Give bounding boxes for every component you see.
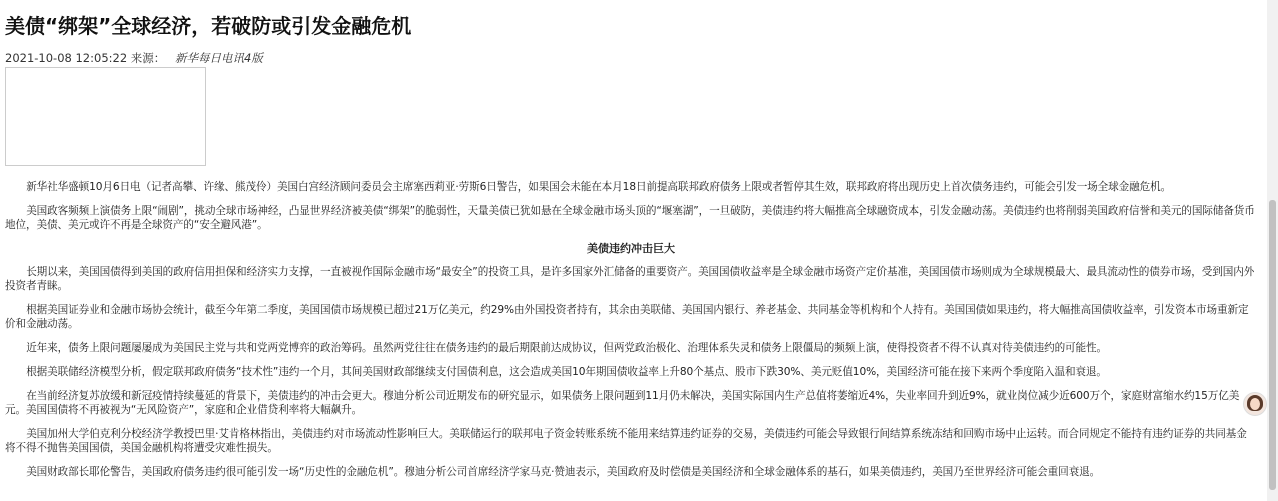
paragraph: 美国加州大学伯克利分校经济学教授巴里·艾肯格林指出，美债违约对市场流动性影响巨大。美联储运行的联邦电子资金转账系统不能用来结算违约证券的交易，美债违约可能会导致银行间结算系统冻结和回购市场中止运转。而合同规定不能持有违约证券的共同基金将不得不抛售美国国债，美国金融机构将遭受灾难性损失。 bbox=[5, 428, 1247, 454]
paragraph: 美国政客频频上演债务上限“闹剧”，挑动全球市场神经，凸显世界经济被美债“绑架”的脆弱性，天量美债已犹如悬在全球金融市场头顶的“堰塞湖”，一旦破防，美债违约将大幅推高全球融资成本，引发金融动荡。美债违约也将削弱美国政府信誉和美元的国际储备货币地位，美债、美元或许不再是全球资产的“安全避风港”。 bbox=[5, 205, 1255, 231]
article-image-placeholder bbox=[5, 67, 206, 166]
source-label: 来源： bbox=[130, 51, 166, 65]
paragraph: 新华社华盛顿10月6日电（记者高攀、许缘、熊茂伶）美国白宫经济顾问委员会主席塞西莉亚·劳斯6日警告，如果国会未能在本月18日前提高联邦政府债务上限或者暂停其生效，联邦政府将出现历史上首次债务违约，可能会引发一场全球金融危机。 bbox=[26, 181, 1172, 193]
article-body bbox=[5, 180, 1257, 489]
paragraph: 在当前经济复苏放缓和新冠疫情持续蔓延的背景下，美债违约的冲击会更大。穆迪分析公司近期发布的研究显示，如果债务上限问题到11月仍未解决，美国实际国内生产总值将萎缩近4%，失业率回升到近9%，就业岗位减少近600万个，家庭财富缩水约15万亿美元。美国国债将不再被视为“无风险资产”，家庭和企业借贷利率将大幅飙升。 bbox=[5, 390, 1240, 416]
paragraph: 近年来，债务上限问题屡屡成为美国民主党与共和党两党博弈的政治筹码。虽然两党往往在债务违约的最后期限前达成协议，但两党政治极化、治理体系失灵和债务上限僵局的频频上演，使得投资者不得不认真对待美债违约的可能性。 bbox=[26, 342, 1108, 354]
paragraph: 根据美联储经济模型分析，假定联邦政府债务“技术性”违约一个月，其间美国财政部继续支付国债利息，这会造成美国10年期国债收益率上升80个基点、股市下跌30%、美元贬值10%，美国经济可能在接下来两个季度陷入温和衰退。 bbox=[26, 366, 1107, 378]
section-heading: 美债违约冲击巨大 bbox=[587, 242, 675, 255]
article-meta bbox=[5, 50, 263, 66]
publish-datetime: 2021-10-08 12:05:22 bbox=[5, 51, 128, 65]
article-title: 美债“绑架”全球经济，若破防或引发金融危机 bbox=[5, 14, 412, 38]
paragraph: 美国财政部长耶伦警告，美国政府债务违约很可能引发一场“历史性的金融危机”。穆迪分析公司首席经济学家马克·赞迪表示，美国政府及时偿债是美国经济和全球金融体系的基石，如果美债违约，美国乃至世界经济可能会重回衰退。 bbox=[26, 466, 1101, 478]
assistant-avatar-icon[interactable] bbox=[1243, 392, 1267, 416]
paragraph: 根据美国证券业和金融市场协会统计，截至今年第二季度，美国国债市场规模已超过21万亿美元，约29%由外国投资者持有，其余由美联储、美国国内银行、养老基金、共同基金等机构和个人持有。美国国债如果违约，将大幅推高国债收益率，引发资本市场重新定价和金融动荡。 bbox=[5, 304, 1249, 330]
scrollbar-thumb[interactable] bbox=[1269, 200, 1276, 490]
paragraph: 长期以来，美国国债得到美国的政府信用担保和经济实力支撑，一直被视作国际金融市场“最安全”的投资工具，是许多国家外汇储备的重要资产。美国国债收益率是全球金融市场资产定价基准，美国国债市场则成为全球规模最大、最具流动性的债券市场，受到国内外投资者青睐。 bbox=[5, 266, 1255, 292]
source-name: 新华每日电讯4版 bbox=[174, 51, 263, 65]
vertical-scrollbar[interactable] bbox=[1267, 0, 1278, 501]
